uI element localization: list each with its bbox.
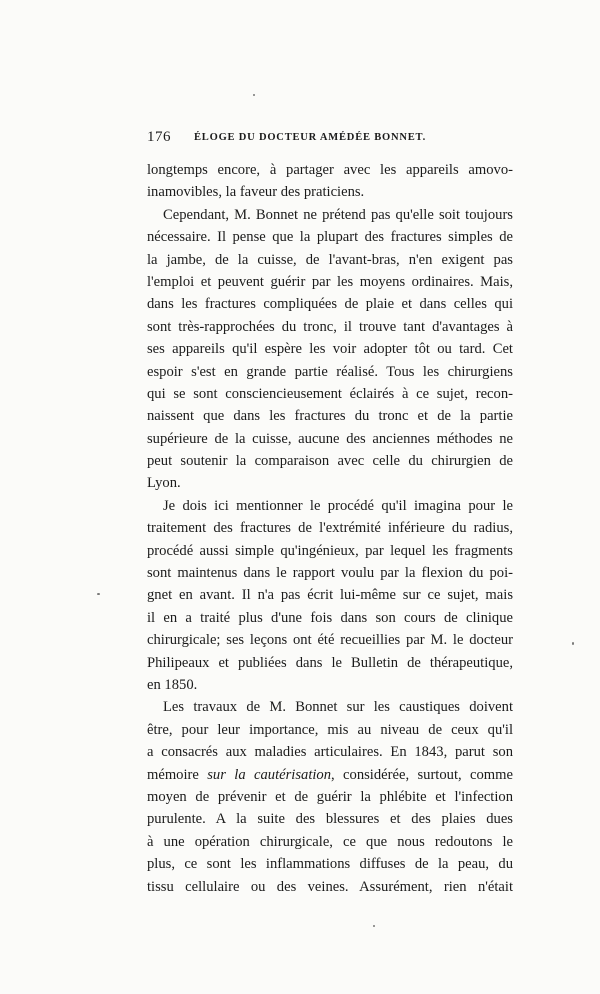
text-line: en 1850. bbox=[147, 676, 198, 693]
text-line: tissu cellulaire ou des veines. Assurément, rien n'était bbox=[147, 878, 513, 895]
running-title: ÉLOGE DU DOCTEUR AMÉDÉE BONNET. bbox=[194, 132, 427, 143]
text-line: nécessaire. Il pense que la plupart des fractures simples de bbox=[147, 229, 513, 246]
text-line: plus, ce sont les inflammations diffuses de la peau, du bbox=[147, 856, 513, 873]
text-line: gnet en avant. Il n'a pas écrit lui-même sur ce sujet, mais bbox=[147, 587, 513, 604]
text-line: ses appareils qu'il espère les voir adopter tôt ou tard. Cet bbox=[147, 341, 513, 358]
text-segment: mémoire bbox=[147, 766, 208, 783]
text-line: peut soutenir la comparaison avec celle du chirurgien de bbox=[147, 453, 513, 470]
text-line: dans les fractures compliquées de plaie et dans celles qui bbox=[147, 296, 513, 313]
text-line: à une opération chirurgicale, ce que nous redoutons le bbox=[147, 833, 513, 850]
page-number: 176 bbox=[147, 129, 171, 145]
text-line-with-italic bbox=[147, 764, 513, 786]
text-line: chirurgicale; ses leçons ont été recueillies par M. le docteur bbox=[147, 632, 513, 649]
ink-speck bbox=[253, 94, 255, 96]
text-line: qui se sont consciencieusement éclairés à ce sujet, recon- bbox=[147, 385, 513, 402]
ink-speck bbox=[572, 642, 574, 645]
body-text bbox=[147, 159, 513, 898]
text-line: la jambe, de la cuisse, de l'avant-bras, n'en exigent pas bbox=[147, 251, 513, 268]
text-line: espoir s'est en grande partie réalisé. Tous les chirurgiens bbox=[147, 363, 513, 380]
text-line: Les travaux de M. Bonnet sur les caustiques doivent bbox=[163, 699, 513, 716]
ink-speck bbox=[97, 593, 100, 595]
italic-title: sur la cautérisation bbox=[207, 766, 332, 783]
running-header bbox=[147, 129, 512, 149]
text-line: longtemps encore, à partager avec les appareils amovo- bbox=[147, 162, 513, 178]
text-line: être, pour leur importance, mis au niveau de ceux qu'il bbox=[147, 721, 513, 738]
text-line: Je dois ici mentionner le procédé qu'il imagina pour le bbox=[163, 497, 513, 514]
text-line: Lyon. bbox=[147, 475, 181, 492]
text-line: supérieure de la cuisse, aucune des anciennes méthodes ne bbox=[147, 430, 513, 447]
text-line: sont maintenus dans le rapport voulu par la flexion du poi- bbox=[147, 565, 513, 582]
text-line: a consacrés aux maladies articulaires. En 1843, parut son bbox=[147, 744, 513, 761]
text-line: inamovibles, la faveur des praticiens. bbox=[147, 184, 365, 201]
text-line: purulente. A la suite des blessures et des plaies dues bbox=[147, 811, 513, 828]
text-line: sont très-rapprochées du tronc, il trouve tant d'avantages à bbox=[147, 318, 513, 335]
text-line: procédé aussi simple qu'ingénieux, par lequel les fragments bbox=[147, 542, 513, 559]
text-line: moyen de prévenir et de guérir la phlébite et l'infection bbox=[147, 788, 513, 805]
text-segment: , considérée, surtout, comme bbox=[331, 766, 513, 783]
text-line: traitement des fractures de l'extrémité inférieure du radius, bbox=[147, 520, 513, 537]
text-line: il en a traité plus d'une fois dans son cours de clinique bbox=[147, 609, 513, 626]
ink-speck bbox=[373, 925, 375, 927]
text-line: Philipeaux et publiées dans le Bulletin de thérapeutique, bbox=[147, 654, 513, 671]
text-line: Cependant, M. Bonnet ne prétend pas qu'elle soit toujours bbox=[163, 206, 513, 223]
text-line: l'emploi et peuvent guérir par les moyens ordinaires. Mais, bbox=[147, 273, 513, 290]
text-line: naissent que dans les fractures du tronc et de la partie bbox=[147, 408, 513, 425]
